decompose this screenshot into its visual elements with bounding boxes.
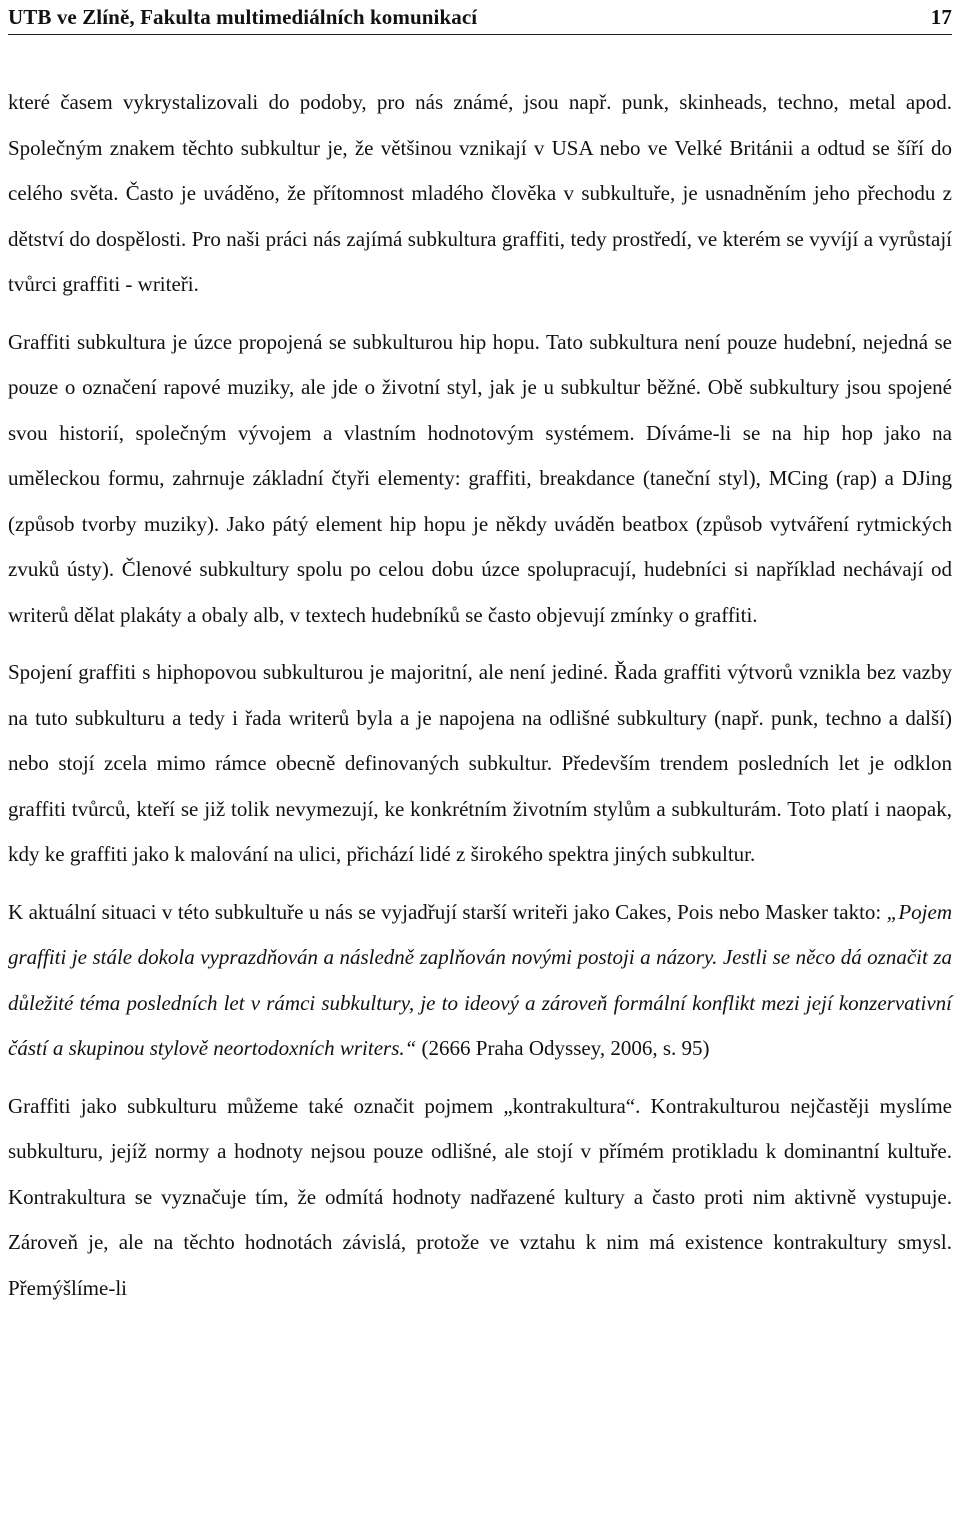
quote-citation: (2666 Praha Odyssey, 2006, s. 95)	[416, 1036, 710, 1060]
paragraph-subcultures: které časem vykrystalizovali do podoby, pro nás známé, jsou např. punk, skinheads, techno, metal apod. Společným znakem těchto subkultur je, že většinou vznikají v USA nebo ve Velké Británii a odtud se šíří do celého světa. Často je uváděno, že přítomnost mladého člověka v subkultuře, je usnadněním jeho přechodu z dětství do dospělosti. Pro naši práci nás zajímá subkultura graffiti, tedy prostředí, ve kterém se vyvíjí a vyrůstají tvůrci graffiti - writeři.	[8, 90, 952, 296]
page-header	[8, 0, 952, 35]
paragraph-quote	[8, 890, 952, 1072]
page-number: 17	[930, 4, 952, 29]
quote-intro: K aktuální situaci v této subkultuře u nás se vyjadřují starší writeři jako Cakes, Pois nebo Masker takto:	[8, 899, 887, 924]
paragraph-hip-hop: Graffiti subkultura je úzce propojená se subkulturou hip hopu. Tato subkultura není pouze hudební, nejedná se pouze o označení rapové muziky, ale jde o životní styl, jak je u subkultur běžné. Obě subkultury jsou spojené svou historií, společným vývojem a vlastním hodnotovým systémem. Díváme-li se na hip hop jako na uměleckou formu, zahrnuje základní čtyři elementy: graffiti, breakdance (taneční styl), MCing (rap) a DJing (způsob tvorby muziky). Jako pátý element hip hopu je někdy uváděn beatbox (způsob vytváření rytmických zvuků ústy). Členové subkultury spolu po celou dobu úzce spolupracují, hudebníci si například nechávají od writerů dělat plakáty a obaly alb, v textech hudebníků se často objevují zmínky o graffiti.	[8, 329, 952, 627]
document-body	[8, 80, 952, 1323]
header-title: UTB ve Zlíně, Fakulta multimediálních komunikací	[8, 4, 478, 29]
paragraph-counterculture: Graffiti jako subkulturu můžeme také označit pojmem „kontrakultura“. Kontrakulturou nejčastěji myslíme subkulturu, jejíž normy a hodnoty nejsou pouze odlišné, ale stojí v přímém protikladu k dominantní kultuře. Kontrakultura se vyznačuje tím, že odmítá hodnoty nadřazené kultury a často proti nim aktivně vystupuje. Zároveň je, ale na těchto hodnotách závislá, protože ve vztahu k nim má existence kontrakultury smysl. Přemýšlíme-li	[8, 1093, 952, 1300]
paragraph-connection: Spojení graffiti s hiphopovou subkulturou je majoritní, ale není jediné. Řada graffiti výtvorů vznikla bez vazby na tuto subkulturu a tedy i řada writerů byla a je napojena na odlišné subkultury (např. punk, techno a další) nebo stojí zcela mimo rámce obecně definovaných subkultur. Především trendem posledních let je odklon graffiti tvůrců, kteří se již tolik nevymezují, ke konkrétním životním stylům a subkulturám. Toto platí i naopak, kdy ke graffiti jako k malování na ulici, přichází lidé z širokého spektra jiných subkultur.	[8, 660, 952, 866]
quote-text: „Pojem graffiti je stále dokola vyprazdňován a následně zaplňován novými postoji a názory. Jestli se něco dá označit za důležité téma posledních let v rámci subkultury, je to ideový a zároveň formální konflikt mezi její konzervativní částí a skupinou stylově neortodoxních writers.“	[8, 899, 952, 1060]
